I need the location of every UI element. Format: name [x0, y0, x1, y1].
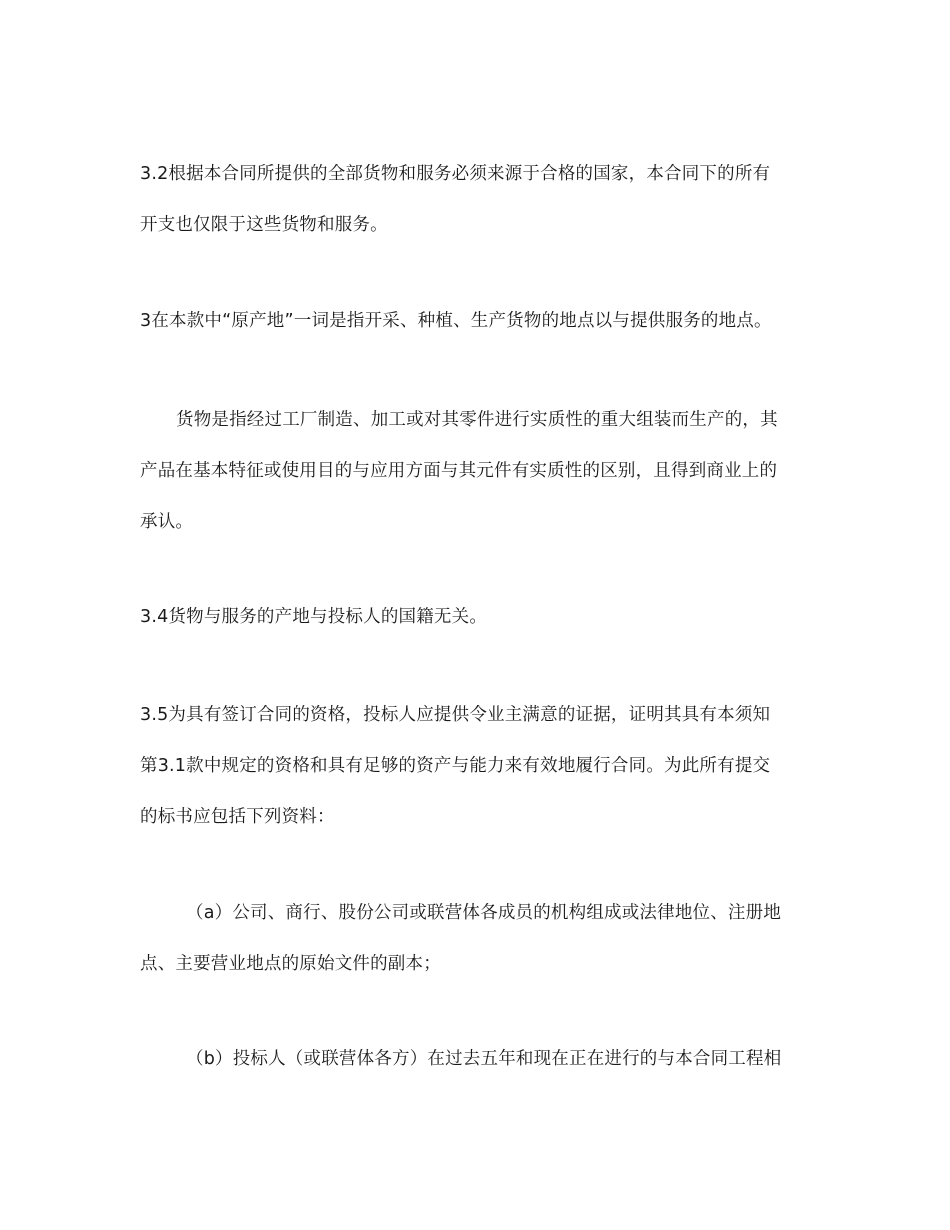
paragraph-line: （b）投标人（或联营体各方）在过去五年和现在正在进行的与本合同工程相 [186, 1049, 782, 1069]
paragraph-line: 3.2根据本合同所提供的全部货物和服务必须来源于合格的国家，本合同下的所有 [140, 164, 771, 184]
paragraph-item-b [140, 1034, 815, 1085]
paragraph-line: 3在本款中“原产地”一词是指开采、种植、生产货物的地点以与提供服务的地点。 [140, 311, 772, 331]
paragraph-line: 开支也仅限于这些货物和服务。 [140, 215, 388, 235]
paragraph-line: 第3.1款中规定的资格和具有足够的资产与能力来有效地履行合同。为此所有提交 [140, 756, 771, 776]
paragraph-line: 的标书应包括下列资料： [140, 807, 335, 827]
paragraph-line: 点、主要营业地点的原始文件的副本； [140, 954, 441, 974]
paragraph-line: 承认。 [140, 512, 194, 532]
paragraph-3-4 [140, 592, 815, 643]
paragraph-line: 3.5为具有签订合同的资格，投标人应提供令业主满意的证据，证明其具有本须知 [140, 705, 771, 725]
paragraph-item-a [140, 888, 815, 990]
paragraph-3-2 [140, 149, 815, 251]
paragraph-3-3 [140, 296, 815, 347]
paragraph-line: 货物是指经过工厂制造、加工或对其零件进行实质性的重大组装而生产的，其 [176, 410, 778, 430]
paragraph-3-5 [140, 690, 815, 843]
paragraph-line: 产品在基本特征或使用目的与应用方面与其元件有实质性的区别，且得到商业上的 [140, 461, 778, 481]
paragraph-line: 3.4货物与服务的产地与投标人的国籍无关。 [140, 607, 488, 627]
paragraph-goods-definition [140, 395, 815, 548]
paragraph-line: （a）公司、商行、股份公司或联营体各成员的机构组成或法律地位、注册地 [186, 903, 782, 923]
